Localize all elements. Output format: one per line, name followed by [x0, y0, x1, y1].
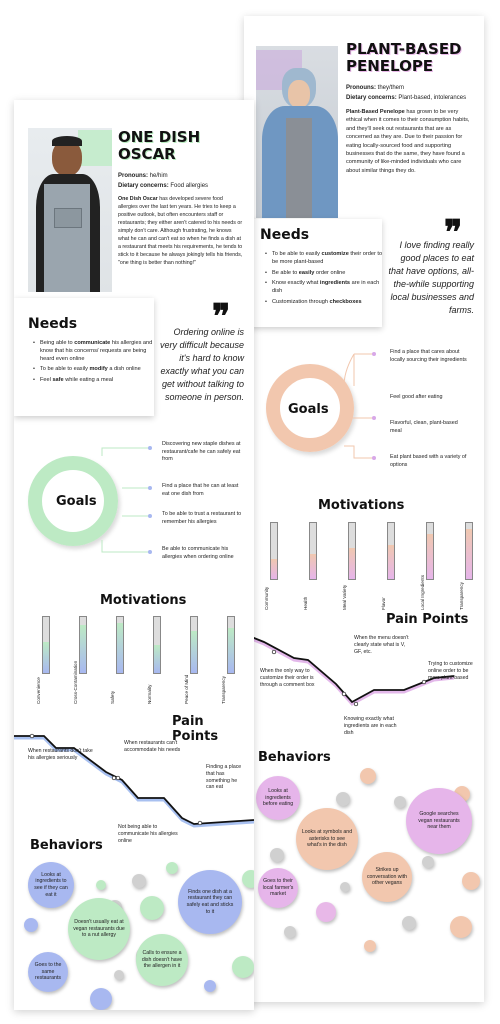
oscar-pain-2: When restaurants can't accommodate his needs	[124, 740, 181, 753]
oscar-behavior-bubble: Looks at ingredients to see if they can eat it	[28, 862, 74, 908]
decor-dot	[402, 916, 416, 930]
decor-dot	[232, 956, 254, 978]
penelope-behavior-bubble: Goes to their local farmer's market	[258, 868, 298, 908]
penelope-behavior-bubble: Strikes up conversation with other vegans	[362, 852, 412, 902]
penelope-motivation-bars	[244, 522, 484, 612]
decor-dot	[242, 870, 254, 888]
oscar-pain-1: When restaurants don't take his allergies seriously	[28, 748, 93, 761]
decor-dot	[270, 848, 284, 862]
oscar-motivation-fill	[154, 645, 160, 673]
oscar-goal-2: Find a place that he can at least eat one dish from	[162, 483, 239, 497]
penelope-needs-title: Needs	[260, 227, 310, 243]
oscar-pain-4: Finding a place that has something he can eat	[206, 764, 242, 791]
oscar-behavior-bubble: Finds one dish at a restaurant they can safely eat and sticks to it	[178, 870, 242, 934]
oscar-motivation-label: Transparency	[221, 676, 226, 704]
oscar-pain-title: Pain Points	[172, 714, 219, 744]
penelope-goal-2: Feel good after eating	[390, 394, 443, 400]
oscar-motivation-fill	[80, 625, 86, 673]
oscar-bio: One Dish Oscar has developed severe food allergies over the last ten years. He tries to keep a positive outlook, but often encounters staff or restaurants; they either aren't catered to his needs or simply don't care. Although frustrating, he knows what he can and can't eat so when he finds a dish at a restaurant that meets his requirements, he tends to stick to it because he always jokingly tells his friends, "one thing is better than nothing!"	[118, 196, 243, 266]
penelope-goal-4: Eat plant based with a variety of options	[390, 454, 467, 468]
penelope-motivation-bar	[309, 522, 317, 580]
penelope-motivation-label: Transparency	[459, 582, 464, 610]
oscar-behaviors-title: Behaviors	[30, 838, 103, 853]
penelope-quote-icon: ❞	[444, 213, 463, 253]
penelope-quote: I love finding really good places to eat that have options, all-the-while supporting local businesses and farms.	[388, 240, 474, 316]
oscar-behavior-bubble: Goes to the same restaurants	[28, 952, 68, 992]
penelope-goals-connectors	[334, 346, 384, 466]
oscar-goal-1: Discovering new staple dishes at restaurant/cafe he can safely eat from	[162, 441, 241, 463]
decor-dot	[284, 926, 296, 938]
decor-dot	[422, 856, 434, 868]
oscar-motivation-fill	[191, 631, 197, 673]
penelope-motivation-label: Flavor	[381, 597, 386, 610]
list-item: • Customization through checkboxes	[272, 299, 384, 307]
oscar-motivation-bars	[14, 616, 254, 706]
penelope-motivation-label: Health	[303, 596, 308, 610]
decor-dot	[360, 768, 376, 784]
penelope-diet: Dietary concerns: Plant-based, intolerances	[346, 95, 467, 101]
list-item: • Know exactly what ingredients are in each dish	[272, 280, 384, 296]
penelope-pain-title: Pain Points	[386, 612, 469, 627]
decor-dot	[166, 862, 178, 874]
penelope-motivation-fill	[271, 559, 277, 579]
oscar-motivation-label: Normality	[147, 684, 152, 704]
decor-dot	[204, 980, 216, 992]
penelope-behavior-bubble: Looks at symbols and asterisks to see what's in the dish	[296, 808, 358, 870]
penelope-motivation-fill	[466, 529, 472, 579]
penelope-pronouns: Pronouns: they/them	[346, 85, 405, 91]
penelope-pain-4: Trying to customize online order to be more plant-based	[428, 661, 473, 681]
oscar-behavior-bubble: Doesn't usually eat at vegan restaurants due to a nut allergy	[68, 898, 130, 960]
oscar-motivation-bar	[116, 616, 124, 674]
oscar-motivation-fill	[117, 623, 123, 673]
oscar-motivation-label: Safety	[110, 690, 115, 704]
oscar-needs-list	[30, 340, 156, 388]
penelope-motivation-fill	[310, 554, 316, 579]
oscar-pronouns: Pronouns: he/him	[118, 173, 168, 179]
penelope-motivation-bar	[348, 522, 356, 580]
decor-dot	[462, 872, 480, 890]
penelope-goal-3: Flavorful, clean, plant-based meal	[390, 420, 458, 434]
oscar-quote: Ordering online is very difficult because it's hard to know exactly what you can get without talking to someone in person.	[159, 327, 244, 403]
penelope-motivation-fill	[388, 545, 394, 579]
oscar-motivations-title: Motivations	[100, 593, 187, 608]
penelope-needs-box	[250, 219, 382, 327]
oscar-goal-4: Be able to communicate his allergies when ordering online	[162, 546, 234, 560]
penelope-behavior-bubble: Looks at ingredients before eating	[256, 776, 300, 820]
penelope-persona-card	[244, 16, 484, 1002]
decor-dot	[132, 874, 146, 888]
decor-dot	[336, 792, 350, 806]
penelope-pain-3: Knowing exactly what ingredients are in each dish	[344, 716, 397, 736]
oscar-goals-connectors	[94, 440, 154, 570]
penelope-goal-1: Find a place that cares about locally sourcing their ingredients	[390, 349, 467, 363]
decor-dot	[394, 796, 406, 808]
penelope-motivation-bar	[270, 522, 278, 580]
oscar-motivation-label: Convenience	[36, 677, 41, 704]
oscar-pain-3: Not being able to communicate his allergies online	[118, 824, 178, 844]
penelope-motivation-bar	[426, 522, 434, 580]
penelope-motivations-title: Motivations	[318, 498, 405, 513]
penelope-motivation-label: Meal Variety	[342, 584, 347, 610]
oscar-motivation-fill	[228, 628, 234, 673]
oscar-motivation-bar	[79, 616, 87, 674]
decor-dot	[364, 940, 376, 952]
penelope-pain-1: When the only way to customize their order is through a comment box	[260, 668, 315, 688]
oscar-goal-3: To be able to trust a restaurant to remember his allergies	[162, 511, 242, 525]
oscar-motivation-bar	[42, 616, 50, 674]
oscar-behavior-bubble: Calls to ensure a dish doesn't have the allergen in it	[136, 934, 188, 986]
oscar-persona-card	[14, 100, 254, 1010]
oscar-diet: Dietary concerns: Food allergies	[118, 183, 209, 189]
penelope-name: PLANT-BASED PENELOPE	[346, 40, 462, 75]
decor-dot	[316, 902, 336, 922]
penelope-behaviors-title: Behaviors	[258, 750, 331, 765]
penelope-pain-2: When the menu doesn't clearly state what is V, GF, etc.	[354, 635, 409, 655]
oscar-motivation-bar	[153, 616, 161, 674]
penelope-photo	[256, 46, 338, 218]
penelope-behavior-bubble: Google searches vegan restaurants near them	[406, 788, 472, 854]
penelope-motivation-label: Local Ingredients	[420, 575, 425, 610]
penelope-motivation-bar	[465, 522, 473, 580]
penelope-goals-title: Goals	[288, 402, 329, 417]
penelope-motivation-fill	[349, 548, 355, 579]
penelope-motivation-label: Community	[264, 586, 269, 610]
list-item: • Being able to communicate his allergies and know that his concerns/ requests are being heard even online	[40, 340, 156, 363]
list-item: • Be able to easily order online	[272, 270, 384, 278]
oscar-needs-box	[14, 298, 154, 416]
oscar-needs-title: Needs	[28, 316, 78, 332]
decor-dot	[450, 916, 472, 938]
decor-dot	[24, 918, 38, 932]
oscar-name: ONE DISH OSCAR	[118, 128, 201, 163]
decor-dot	[96, 880, 106, 890]
list-item: • To be able to easily modify a dish online	[40, 366, 156, 374]
list-item: • Feel safe while eating a meal	[40, 377, 156, 385]
penelope-motivation-bar	[387, 522, 395, 580]
oscar-photo	[28, 128, 112, 292]
list-item: • To be able to easily customize their order to be more plant-based	[272, 251, 384, 267]
oscar-motivation-label: Cross-Contamination	[73, 660, 78, 704]
decor-dot	[140, 896, 164, 920]
oscar-motivation-bar	[227, 616, 235, 674]
oscar-motivation-fill	[43, 642, 49, 673]
decor-dot	[90, 988, 112, 1010]
decor-dot	[114, 970, 124, 980]
penelope-motivation-fill	[427, 534, 433, 579]
decor-dot	[340, 882, 350, 892]
penelope-needs-list	[262, 251, 384, 310]
oscar-goals-title: Goals	[56, 494, 97, 509]
penelope-bio: Plant-Based Penelope has grown to be very ethical when it comes to their consumption habits, and they'll seek out restaurants that are as concerned as they are. Due to their passion for eating locally-sourced food and supporting businesses that do the same, they have found a community of like-minded individuals who care about similar things they do.	[346, 109, 470, 174]
oscar-quote-icon: ❞	[212, 297, 231, 337]
oscar-motivation-bar	[190, 616, 198, 674]
oscar-motivation-label: Peace of Mind	[184, 674, 189, 704]
